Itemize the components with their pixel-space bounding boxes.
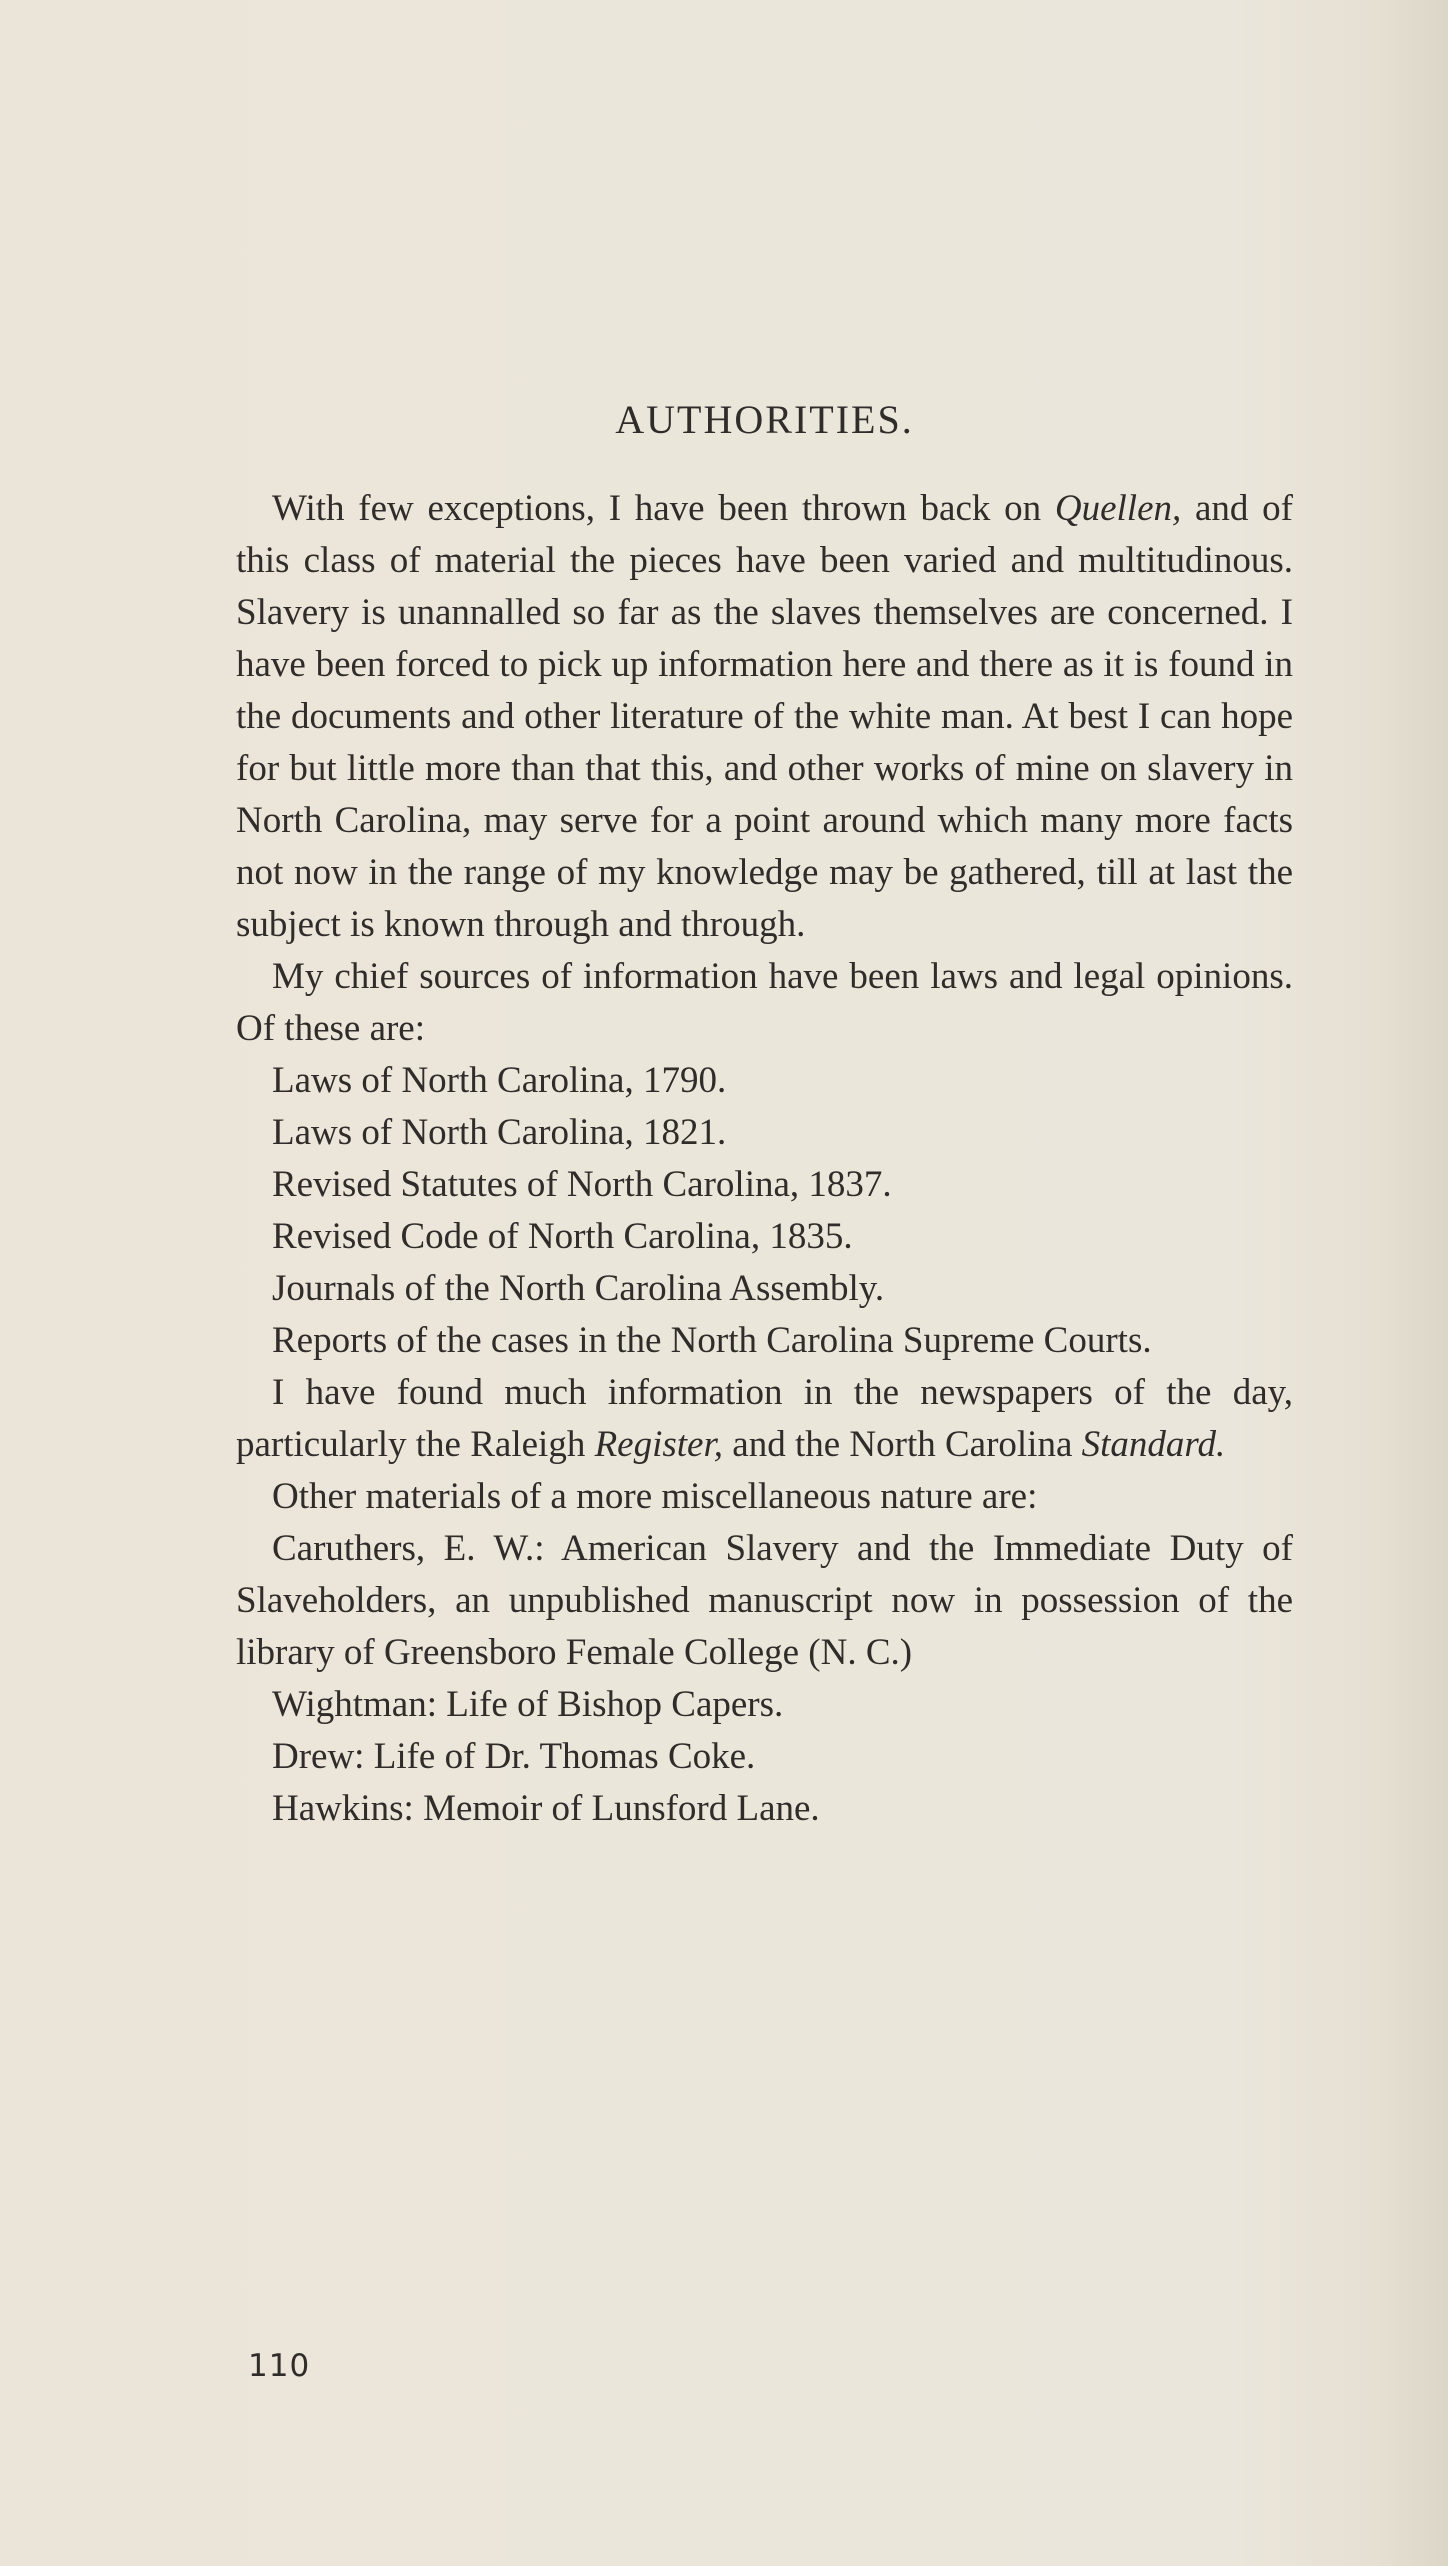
source-item: Revised Code of North Carolina, 1835. — [272, 1216, 853, 1257]
source-item: Laws of North Carolina, 1821. — [272, 1112, 727, 1153]
other-intro: Other materials of a more miscellaneous nature are: — [272, 1476, 1038, 1517]
intro-paragraph — [236, 483, 1293, 951]
newspapers-paragraph — [236, 1367, 1293, 1471]
source-item: Revised Statutes of North Carolina, 1837. — [272, 1164, 892, 1205]
other-item: Drew: Life of Dr. Thomas Coke. — [272, 1736, 756, 1777]
source-item: Laws of North Carolina, 1790. — [272, 1060, 727, 1101]
newspapers-italic2: Standard. — [1081, 1424, 1226, 1465]
page-number: 110 — [248, 2348, 311, 2384]
intro-italic: Quellen, — [1054, 488, 1182, 529]
newspapers-part1: I have found much information in the newspapers of the day, particularly the Raleigh — [236, 1372, 1293, 1465]
newspapers-italic1: Register, — [594, 1424, 724, 1465]
other-item: Hawkins: Memoir of Lunsford Lane. — [272, 1788, 820, 1829]
intro-part1: With few exceptions, I have been thrown back on — [272, 488, 1055, 529]
section-heading: AUTHORITIES. — [615, 397, 914, 442]
reports-paragraph: Reports of the cases in the North Carolina Supreme Courts. — [272, 1320, 1152, 1361]
text-block — [236, 395, 1293, 1835]
sources-intro: My chief sources of information have been laws and legal opinions. Of these are: — [236, 956, 1293, 1049]
newspapers-part2: and the North Carolina — [723, 1424, 1082, 1465]
intro-part2: and of this class of material the pieces have been varied and multitudinous. Slavery is unannalled so far as the slaves themselves are concerned. I have been forced to pick up information here and there as it is found in the documents and other literature of the white man. At best I can hope for but little more than that this, and other works of mine on slavery in North Carolina, may serve for a point around which many more facts not now in the range of my knowledge may be gathered, till at last the subject is known through and through. — [236, 488, 1293, 945]
caruthers-entry: Caruthers, E. W.: American Slavery and the Immediate Duty of Slaveholders, an unpublished manuscript now in possession of the library of Greensboro Female College (N. C.) — [236, 1528, 1293, 1673]
source-item: Journals of the North Carolina Assembly. — [272, 1268, 885, 1309]
other-item: Wightman: Life of Bishop Capers. — [272, 1684, 784, 1725]
